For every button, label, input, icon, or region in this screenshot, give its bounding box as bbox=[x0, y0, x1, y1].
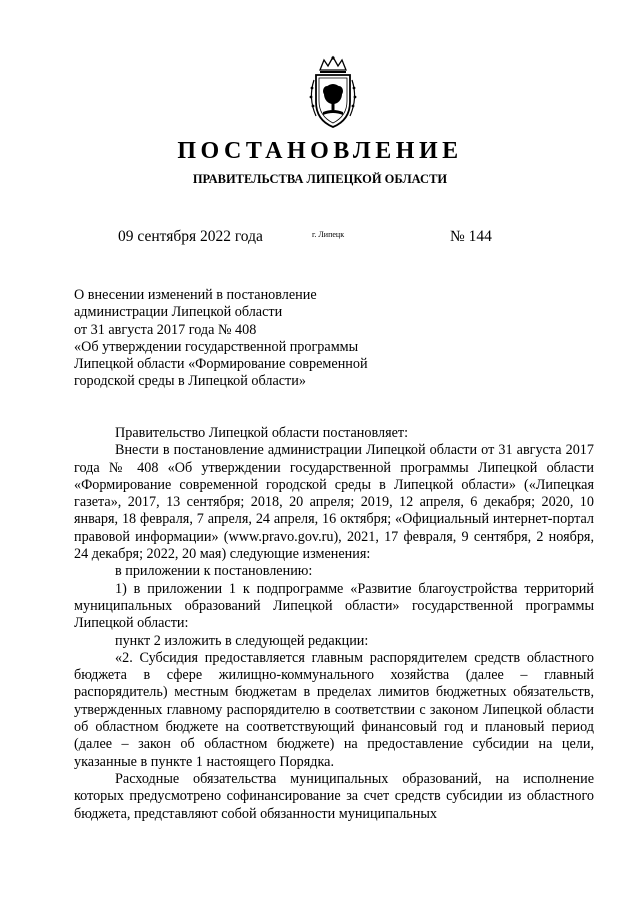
heading-line: Липецкой области «Формирование современной bbox=[74, 356, 368, 373]
body-paragraph: 1) в приложении 1 к подпрограмме «Развитие благоустройства территорий муниципальных образований Липецкой области» государственной программы Липецкой области: bbox=[74, 580, 594, 632]
document-heading bbox=[74, 287, 434, 391]
heading-line: городской среды в Липецкой области» bbox=[74, 373, 306, 390]
body-paragraph: Расходные обязательства муниципальных образований, на исполнение которых предусмотрено софинансирование за счет средств субсидии из областного бюджета, представляют собой обязанности муниципальных bbox=[74, 770, 594, 822]
document-subtitle: ПРАВИТЕЛЬСТВА ЛИПЕЦКОЙ ОБЛАСТИ bbox=[192, 172, 448, 186]
document-number: № 144 bbox=[450, 228, 492, 245]
heading-line: О внесении изменений в постановление bbox=[74, 287, 317, 303]
coat-of-arms-emblem bbox=[302, 54, 364, 130]
document-body bbox=[74, 425, 594, 823]
heading-line: администрации Липецкой области bbox=[74, 304, 283, 321]
document-title: ПОСТАНОВЛЕНИЕ bbox=[177, 138, 463, 164]
heading-line: «Об утверждении государственной программы bbox=[74, 338, 359, 355]
heading-line: от 31 августа 2017 года № 408 bbox=[74, 321, 257, 338]
body-paragraph: в приложении к постановлению: bbox=[115, 563, 313, 580]
body-paragraph: Внести в постановление администрации Липецкой области от 31 августа 2017 года № 408 «Об утверждении государственной программы Липецкой области «Формирование современной городской среды в Липецкой области» («Липецкая газета», 2017, 13 сентября; 2018, 20 апреля; 2019, 12 апреля, 6 декабря; 2020, 10 января, 18 февраля, 7 апреля, 24 апреля, 16 октября; «Официальный интернет-портал правовой информации» (www.pravo.gov.ru), 2021, 17 февраля, 9 сентября, 2 ноября, 24 декабря; 2022, 20 мая) следующие изменения: bbox=[74, 442, 594, 563]
document-date: 09 сентября 2022 года bbox=[118, 228, 263, 245]
body-paragraph: пункт 2 изложить в следующей редакции: bbox=[115, 632, 369, 649]
body-paragraph: Правительство Липецкой области постановляет: bbox=[115, 425, 409, 441]
body-paragraph: «2. Субсидия предоставляется главным распорядителем средств областного бюджета в сфере жилищно-коммунального хозяйства (далее – главный распорядитель) местным бюджетам в пределах лимитов бюджетных обязательств, утвержденных главному распорядителю в соответствии с законом Липецкой области об областном бюджете на соответствующий финансовый год и плановый период (далее – закон об областном бюджете) на предоставление субсидии на цели, указанные в пункте 1 настоящего Порядка. bbox=[74, 649, 594, 770]
document-city: г. Липецк bbox=[312, 230, 345, 239]
